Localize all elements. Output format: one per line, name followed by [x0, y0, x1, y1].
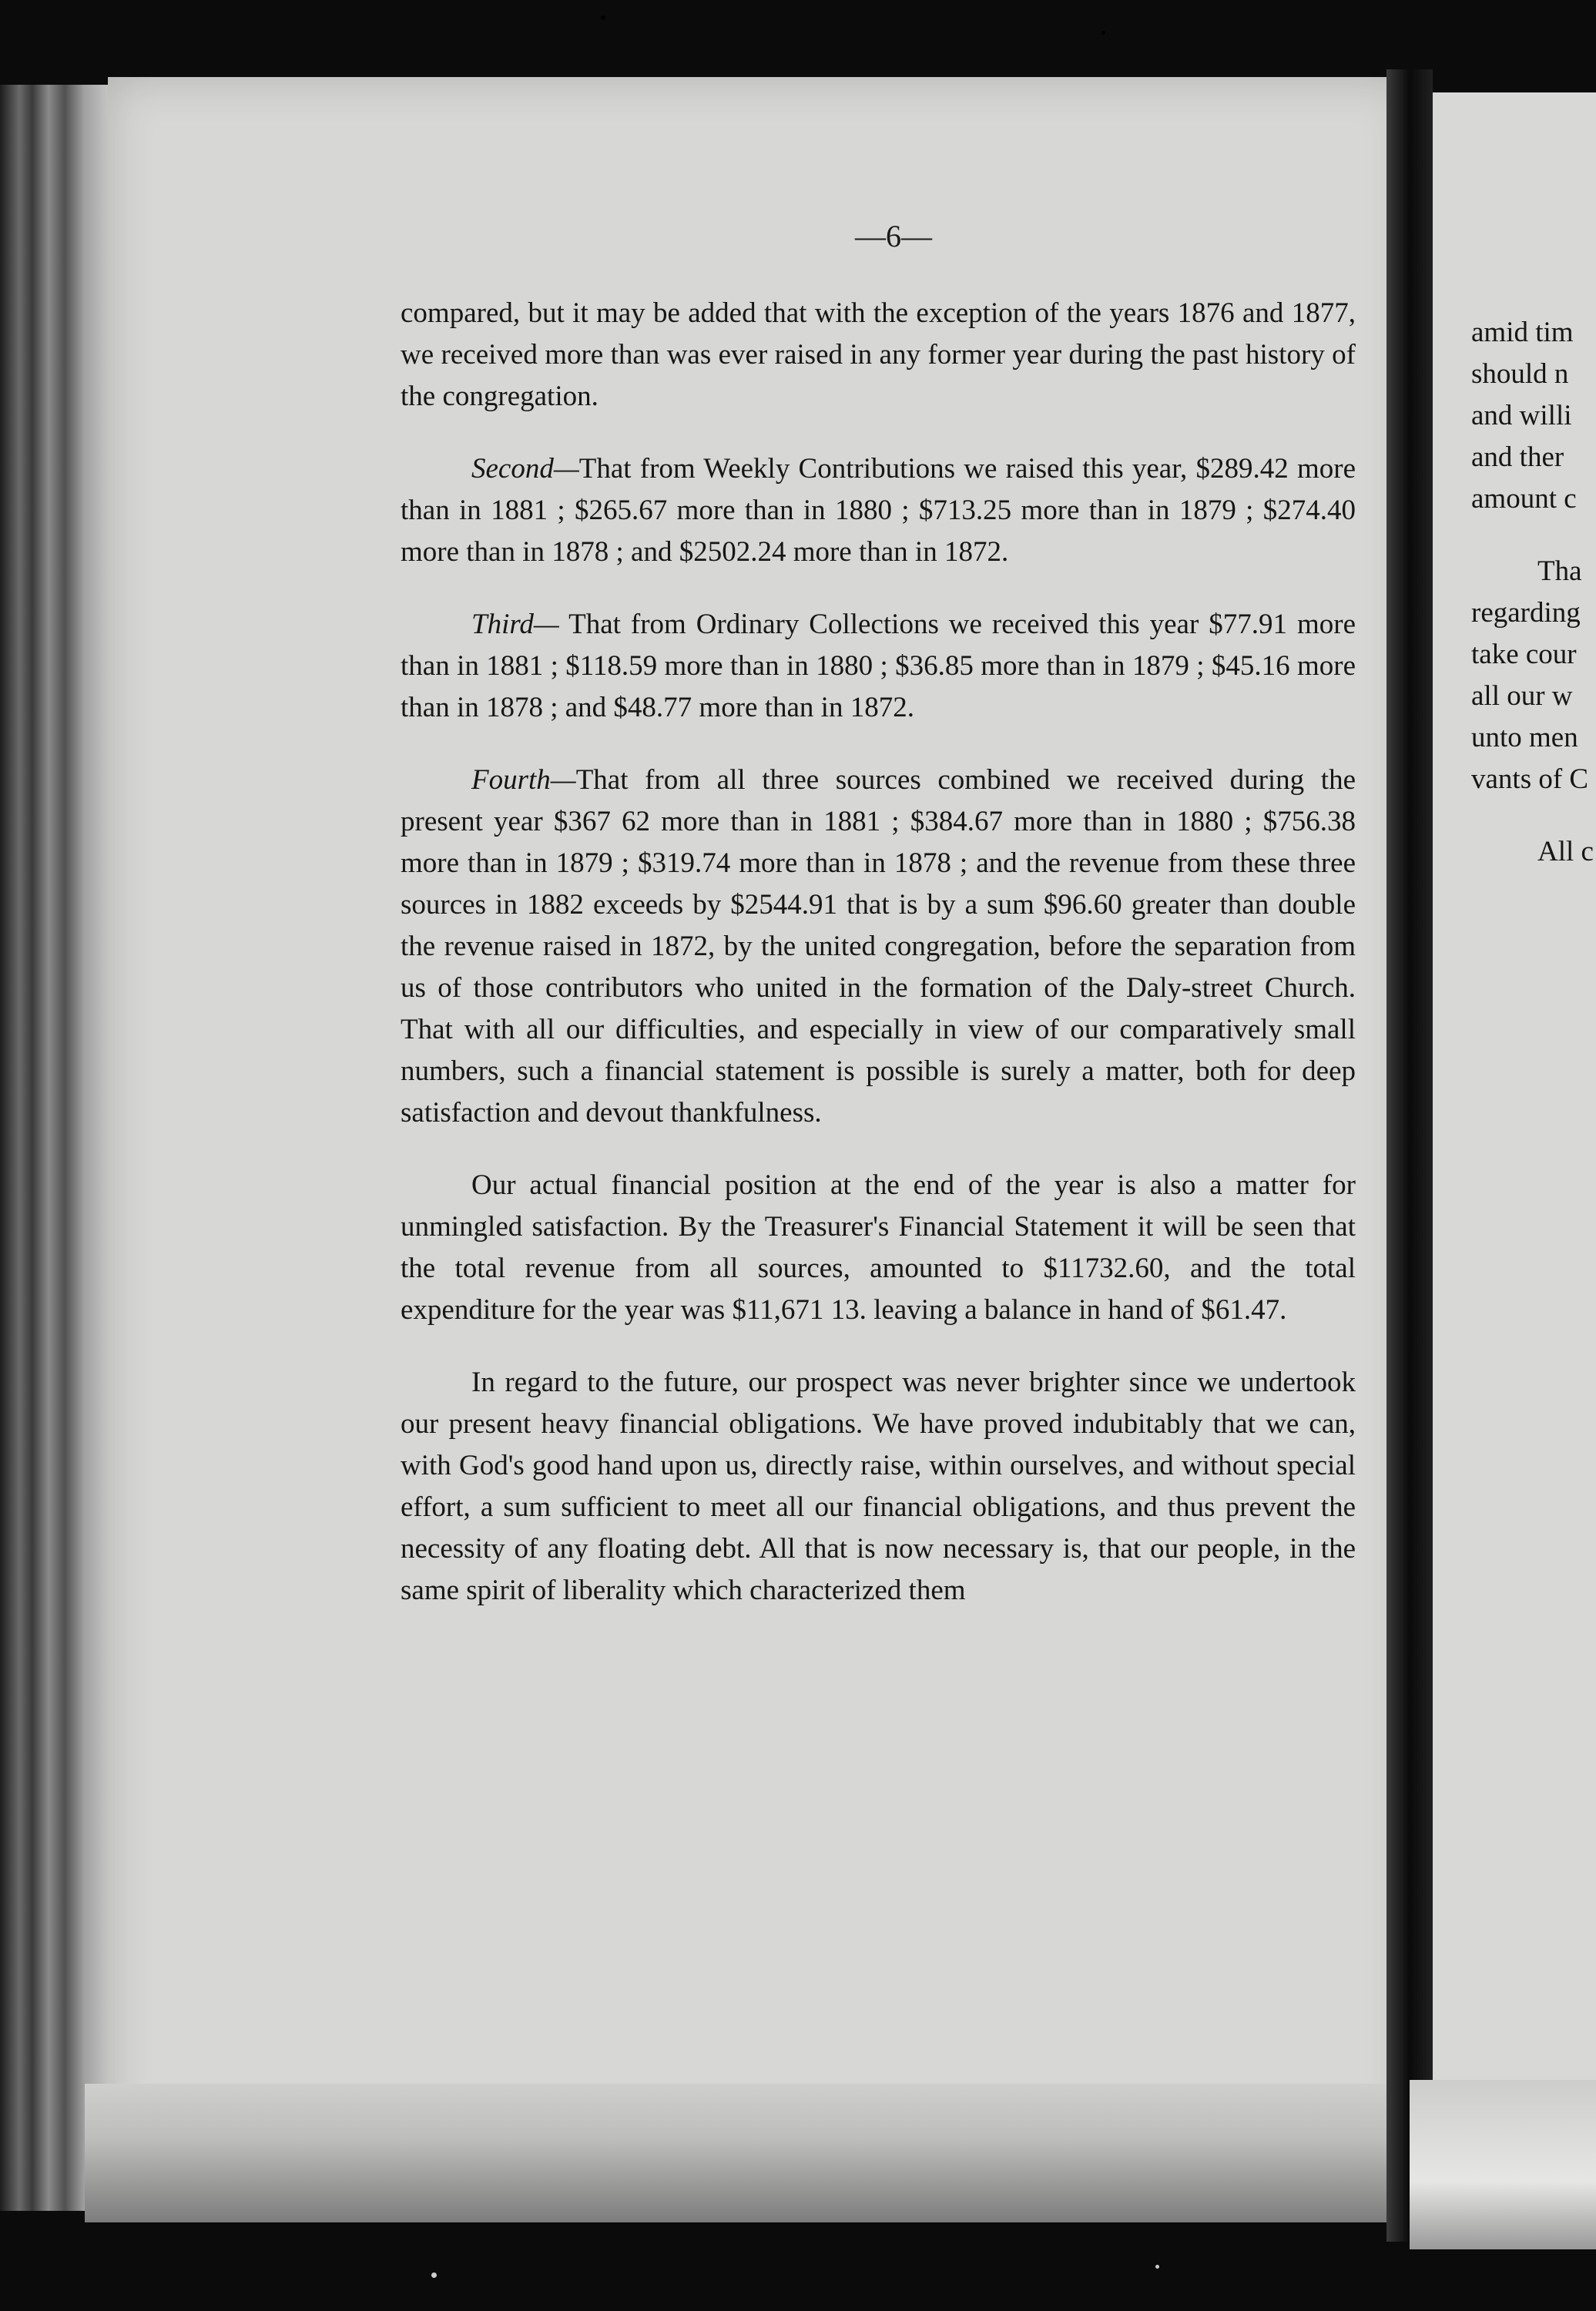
facing-page-bottom-edge: [1410, 2080, 1596, 2249]
facing-line: unto men: [1471, 722, 1578, 753]
paragraph-continuation: [401, 293, 1356, 418]
facing-line: All c: [1537, 836, 1594, 867]
paragraph-second: [401, 448, 1356, 573]
facing-line: and willi: [1471, 400, 1572, 431]
paragraph-text: That from Weekly Contributions we raised this year, $289.42 more than in 1881 ; $265.67 more than in 1880 ; $713.25 more than in 1879 ; $274.40 more than in 1878 ; and $2502.24 more than in 1872.: [401, 453, 1356, 568]
facing-line: amount c: [1471, 483, 1577, 515]
paragraph-lead: Third—: [471, 609, 559, 640]
facing-line: vants of C: [1471, 763, 1589, 795]
facing-line: Tha: [1537, 555, 1582, 587]
scan-speck: [601, 15, 605, 20]
paragraph-text: compared, but it may be added that with the exception of the years 1876 and 1877, we received more than was ever raised in any former year during the past history of the congregation.: [401, 297, 1356, 412]
paragraph-lead: Second—: [471, 453, 579, 485]
facing-paragraph-gap: [1471, 800, 1596, 831]
paragraph-lead: Fourth—: [471, 764, 576, 796]
paragraph-future: [401, 1362, 1356, 1612]
facing-paragraph-gap: [1471, 520, 1596, 551]
scan-speck: [1155, 2265, 1159, 2269]
paragraph-text: That from all three sources combined we received during the present year $367 62 more than in 1881 ; $384.67 more than in 1880 ; $756.38 more than in 1879 ; $319.74 more than in 1878 ; and the revenue from these three sources in 1882 exceeds by $2544.91 that is by a sum $96.60 greater than double the revenue raised in 1872, by the united congregation, before the separation from us of those contributors who united in the formation of the Daly-street Church. That with all our difficulties, and especially in view of our comparatively small numbers, such a financial statement is possible is surely a matter, both for deep satisfaction and devout thankfulness.: [401, 764, 1356, 1129]
facing-line: all our w: [1471, 680, 1573, 712]
scan-speck: [1101, 31, 1105, 35]
main-page-bottom-edge: [85, 2084, 1410, 2222]
paragraph-fourth: [401, 760, 1356, 1134]
facing-line: should n: [1471, 358, 1569, 390]
facing-line: and ther: [1471, 441, 1564, 473]
facing-line: regarding: [1471, 597, 1581, 629]
paragraph-text: That from Ordinary Collections we received this year $77.91 more than in 1881 ; $118.59 more than in 1880 ; $36.85 more than in 1879 ; $45.16 more than in 1878 ; and $48.77 more than in 1872.: [401, 609, 1356, 723]
paragraph-text: Our actual financial position at the end of the year is also a matter for unmingled satisfaction. By the Treasurer's Financial Statement it will be seen that the total revenue from all sources, amounted to $11732.60, and the total expenditure for the year was $11,671 13. leaving a balance in hand of $61.47.: [401, 1169, 1356, 1326]
facing-line: take cour: [1471, 639, 1577, 670]
left-page-edges: [0, 85, 108, 2211]
paragraph-third: [401, 604, 1356, 729]
facing-line: amid tim: [1471, 317, 1574, 348]
scan-speck: [431, 2272, 437, 2278]
book-gutter: [1386, 69, 1433, 2242]
paragraph-financial-position: [401, 1165, 1356, 1331]
page-number: —6—: [855, 219, 932, 253]
body-text: [401, 293, 1356, 1642]
paragraph-text: In regard to the future, our prospect was never brighter since we undertook our present heavy financial obligations. We have proved indubitably that we can, with God's good hand upon us, directly raise, within ourselves, and without special effort, a sum sufficient to meet all our financial obligations, and thus prevent the necessity of any floating debt. All that is now necessary is, that our people, in the same spirit of liberality which characterized them: [401, 1367, 1356, 1606]
facing-page-text: [1471, 312, 1596, 873]
